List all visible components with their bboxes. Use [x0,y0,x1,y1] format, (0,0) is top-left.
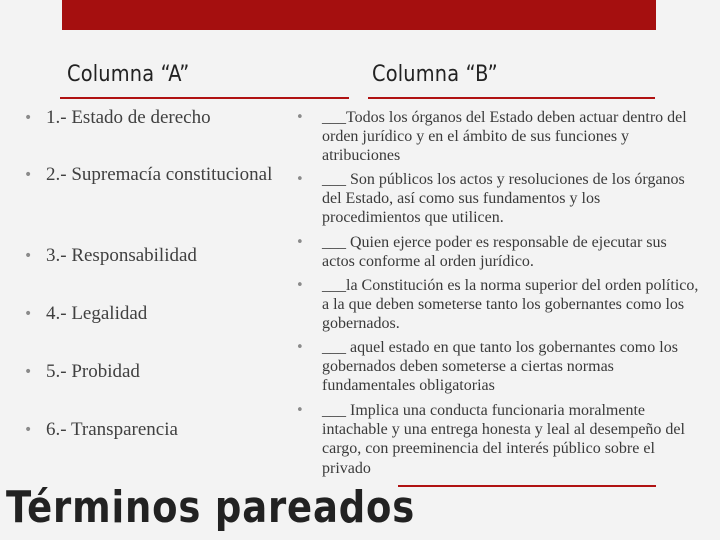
bullet-icon: • [24,422,33,438]
column-a-item [24,361,296,383]
bullet-icon: • [24,248,33,264]
bullet-icon: • [24,110,33,126]
column-b-item-text: ___la Constitución es la norma superior del orden político, a la que deben someterse tanto los gobernantes como los gobernados. [322,277,699,333]
bullet-icon: • [296,278,304,293]
column-b-item [296,233,702,271]
column-a-header: Columna “A” [67,62,190,87]
column-a-item [24,107,296,129]
column-b-item-text: ___ Son públicos los actos y resoluciones de los órganos del Estado, así como sus fundamentos y los procedimientos que utilicen. [322,171,685,227]
bullet-icon: • [296,172,304,187]
column-b-item [296,276,702,334]
column-a-item [24,164,296,186]
column-b-item-text: ___ aquel estado en que tanto los gobernantes como los gobernados deben someterse a ciertas normas fundamentales obligatorias [322,339,678,395]
bullet-icon: • [296,235,304,250]
column-a-item-text: 6.- Transparencia [46,419,178,440]
column-b-item [296,401,702,478]
column-a-item-text: 3.- Responsabilidad [46,245,197,266]
column-b-item [296,170,702,228]
column-a-item [24,245,296,267]
column-a-item [24,419,296,441]
column-a-underline [60,97,349,99]
column-a-item-text: 2.- Supremacía constitucional [46,164,273,185]
bullet-icon: • [296,403,304,418]
column-b-header: Columna “B” [372,62,498,87]
bullet-icon: • [24,364,33,380]
top-accent-bar [62,0,656,30]
column-a-item [24,303,296,325]
column-a-item-text: 4.- Legalidad [46,303,148,324]
column-b-item [296,338,702,396]
bullet-icon: • [296,340,304,355]
bullet-icon: • [24,306,33,322]
title-underline [398,485,656,487]
column-b-item [296,108,702,166]
column-a-item-text: 5.- Probidad [46,361,140,382]
column-b-item-text: ___ Implica una conducta funcionaria moralmente intachable y una entrega honesta y leal al desempeño del cargo, con preeminencia del interés público sobre el privado [322,402,685,477]
bullet-icon: • [296,110,304,125]
slide-title: Términos pareados [6,482,416,533]
column-b-item-text: ___Todos los órganos del Estado deben actuar dentro del orden jurídico y en el ámbito de sus funciones y atribuciones [322,109,687,165]
column-b-underline [368,97,655,99]
bullet-icon: • [24,167,33,183]
column-b-item-text: ___ Quien ejerce poder es responsable de ejecutar sus actos conforme al orden jurídico. [322,234,667,271]
column-a-item-text: 1.- Estado de derecho [46,107,211,128]
